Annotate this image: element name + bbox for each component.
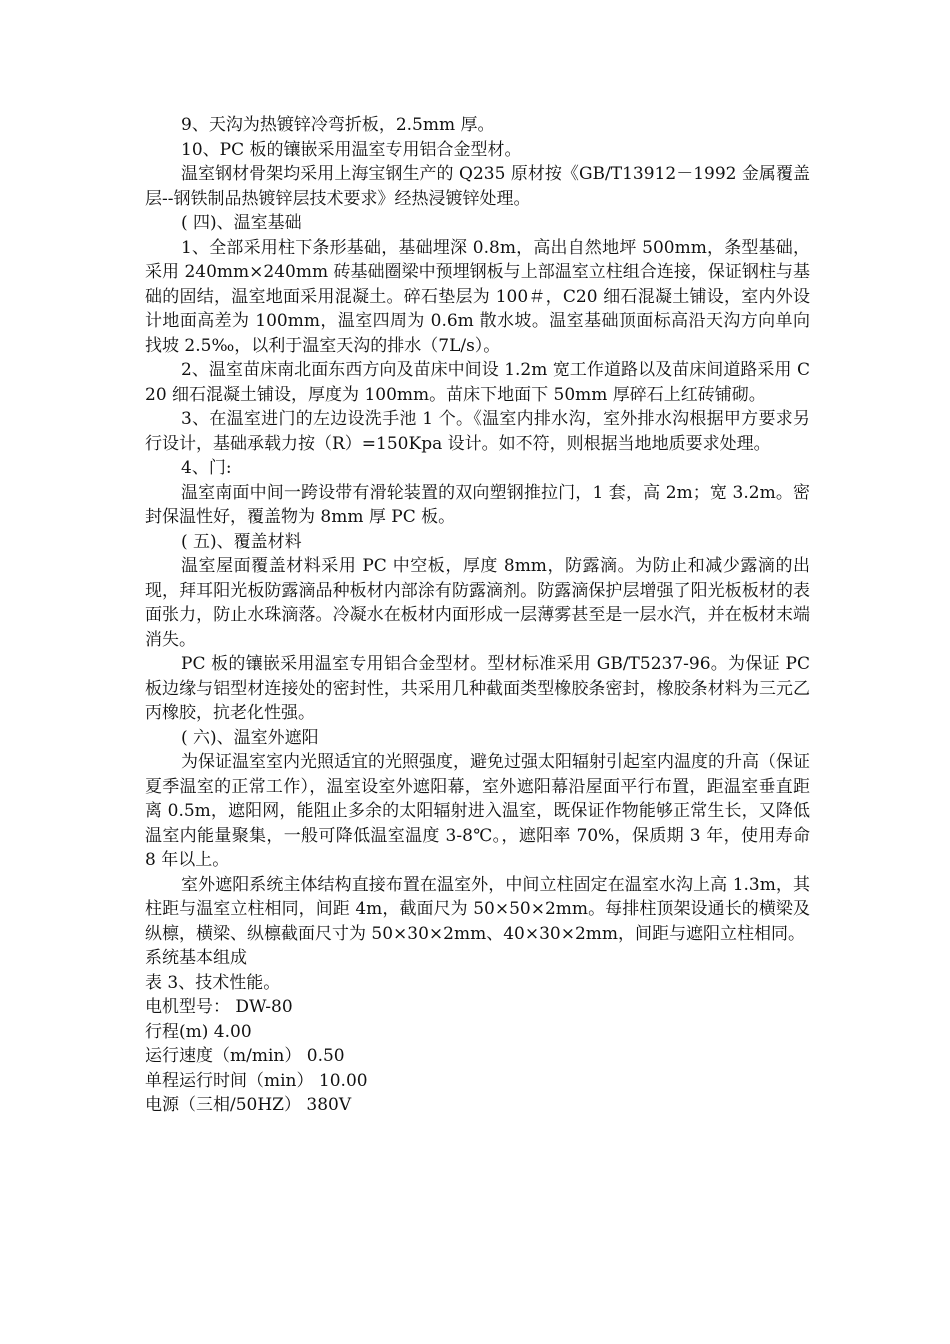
- paragraph-door-heading: 4、门:: [181, 458, 232, 478]
- spec-motor-model: 电机型号： DW-80: [145, 997, 293, 1017]
- spec-speed: 运行速度（m/min） 0.50: [145, 1046, 345, 1066]
- section-heading-foundation: ( 四)、温室基础: [181, 213, 302, 233]
- paragraph-foundation-2: 2、温室苗床南北面东西方向及苗床中间设 1.2m 宽工作道路以及苗床间道路采用 C20 细石混凝土铺设，厚度为 100mm。苗床下地面下 50mm 厚碎石上红砖铺砌。: [145, 360, 810, 405]
- spec-power: 电源（三相/50HZ） 380V: [145, 1095, 352, 1115]
- paragraph-covering-2: PC 板的镶嵌采用温室专用铝合金型材。型材标准采用 GB/T5237-96。为保证 PC 板边缘与铝型材连接处的密封性，共采用几种截面类型橡胶条密封，橡胶条材料为三元乙丙橡胶，抗老化性强。: [145, 654, 810, 723]
- paragraph-door-spec: 温室南面中间一跨设带有滑轮装置的双向塑钢推拉门，1 套，高 2m；宽 3.2m。密封保温性好，覆盖物为 8mm 厚 PC 板。: [145, 482, 810, 527]
- document-body: [145, 113, 810, 1118]
- paragraph-gutter-spec: 9、天沟为热镀锌冷弯折板，2.5mm 厚。: [181, 115, 495, 135]
- section-heading-shading: ( 六)、温室外遮阳: [181, 727, 319, 748]
- paragraph-shading-1: 为保证温室室内光照适宜的光照强度，避免过强太阳辐射引起室内温度的升高（保证夏季温室的正常工作），温室设室外遮阳幕，室外遮阳幕沿屋面平行布置，距温室垂直距离 0.5m，遮阳网，能阻止多余的太阳辐射进入温室，既保证作物能够正常生长，又降低温室内能量聚集，一般可降低温室温度 3-8℃。，遮阳率 70%，保质期 3 年，使用寿命 8 年以上。: [145, 752, 810, 870]
- paragraph-shading-2: 室外遮阳系统主体结构直接布置在温室外，中间立柱固定在温室水沟上高 1.3m，其柱距与温室立柱相同，间距 4m，截面尺为 50×50×2mm。每排柱顶架设通长的横梁及纵檩，横梁、纵檩截面尺寸为 50×30×2mm、40×30×2mm，间距与遮阳立柱相同。: [145, 874, 810, 944]
- paragraph-foundation-1: 1、全部采用柱下条形基础，基础埋深 0.8m，高出自然地坪 500mm，条型基础，采用 240mm×240mm 砖基础圈梁中预埋钢板与上部温室立柱组合连接，保证钢柱与基础的固结，温室地面采用混凝土。碎石垫层为 100＃，C20 细石混凝土铺设，室内外设计地面高差为 100mm，温室四周为 0.6m 散水坡。温室基础顶面标高沿天沟方向单向找坡 2.5‰，以利于温室天沟的排水（7L/s）。: [145, 237, 810, 356]
- paragraph-steel-frame: 温室钢材骨架均采用上海宝钢生产的 Q235 原材按《GB/T13912－1992 金属覆盖层--钢铁制品热镀锌层技术要求》经热浸镀锌处理。: [145, 164, 810, 209]
- paragraph-covering-1: 温室屋面覆盖材料采用 PC 中空板，厚度 8mm，防露滴。为防止和减少露滴的出现，拜耳阳光板防露滴品种板材内部涂有防露滴剂。防露滴保护层增强了阳光板板材的表面张力，防止水珠滴落。冷凝水在板材内面形成一层薄雾甚至是一层水汽，并在板材末端消失。: [145, 556, 810, 650]
- spec-stroke: 行程(m) 4.00: [145, 1021, 252, 1042]
- paragraph-foundation-3: 3、在温室进门的左边设洗手池 1 个。《温室内排水沟，室外排水沟根据甲方要求另行设计，基础承载力按（R）=150Kpa 设计。如不符，则根据当地地质要求处理。: [145, 409, 810, 454]
- paragraph-pc-mounting: 10、PC 板的镶嵌采用温室专用铝合金型材。: [181, 139, 522, 160]
- spec-run-time: 单程运行时间（min） 10.00: [145, 1070, 368, 1091]
- line-system-composition: 系统基本组成: [145, 948, 247, 968]
- line-table-caption: 表 3、技术性能。: [145, 972, 281, 993]
- section-heading-covering: ( 五)、覆盖材料: [181, 531, 302, 552]
